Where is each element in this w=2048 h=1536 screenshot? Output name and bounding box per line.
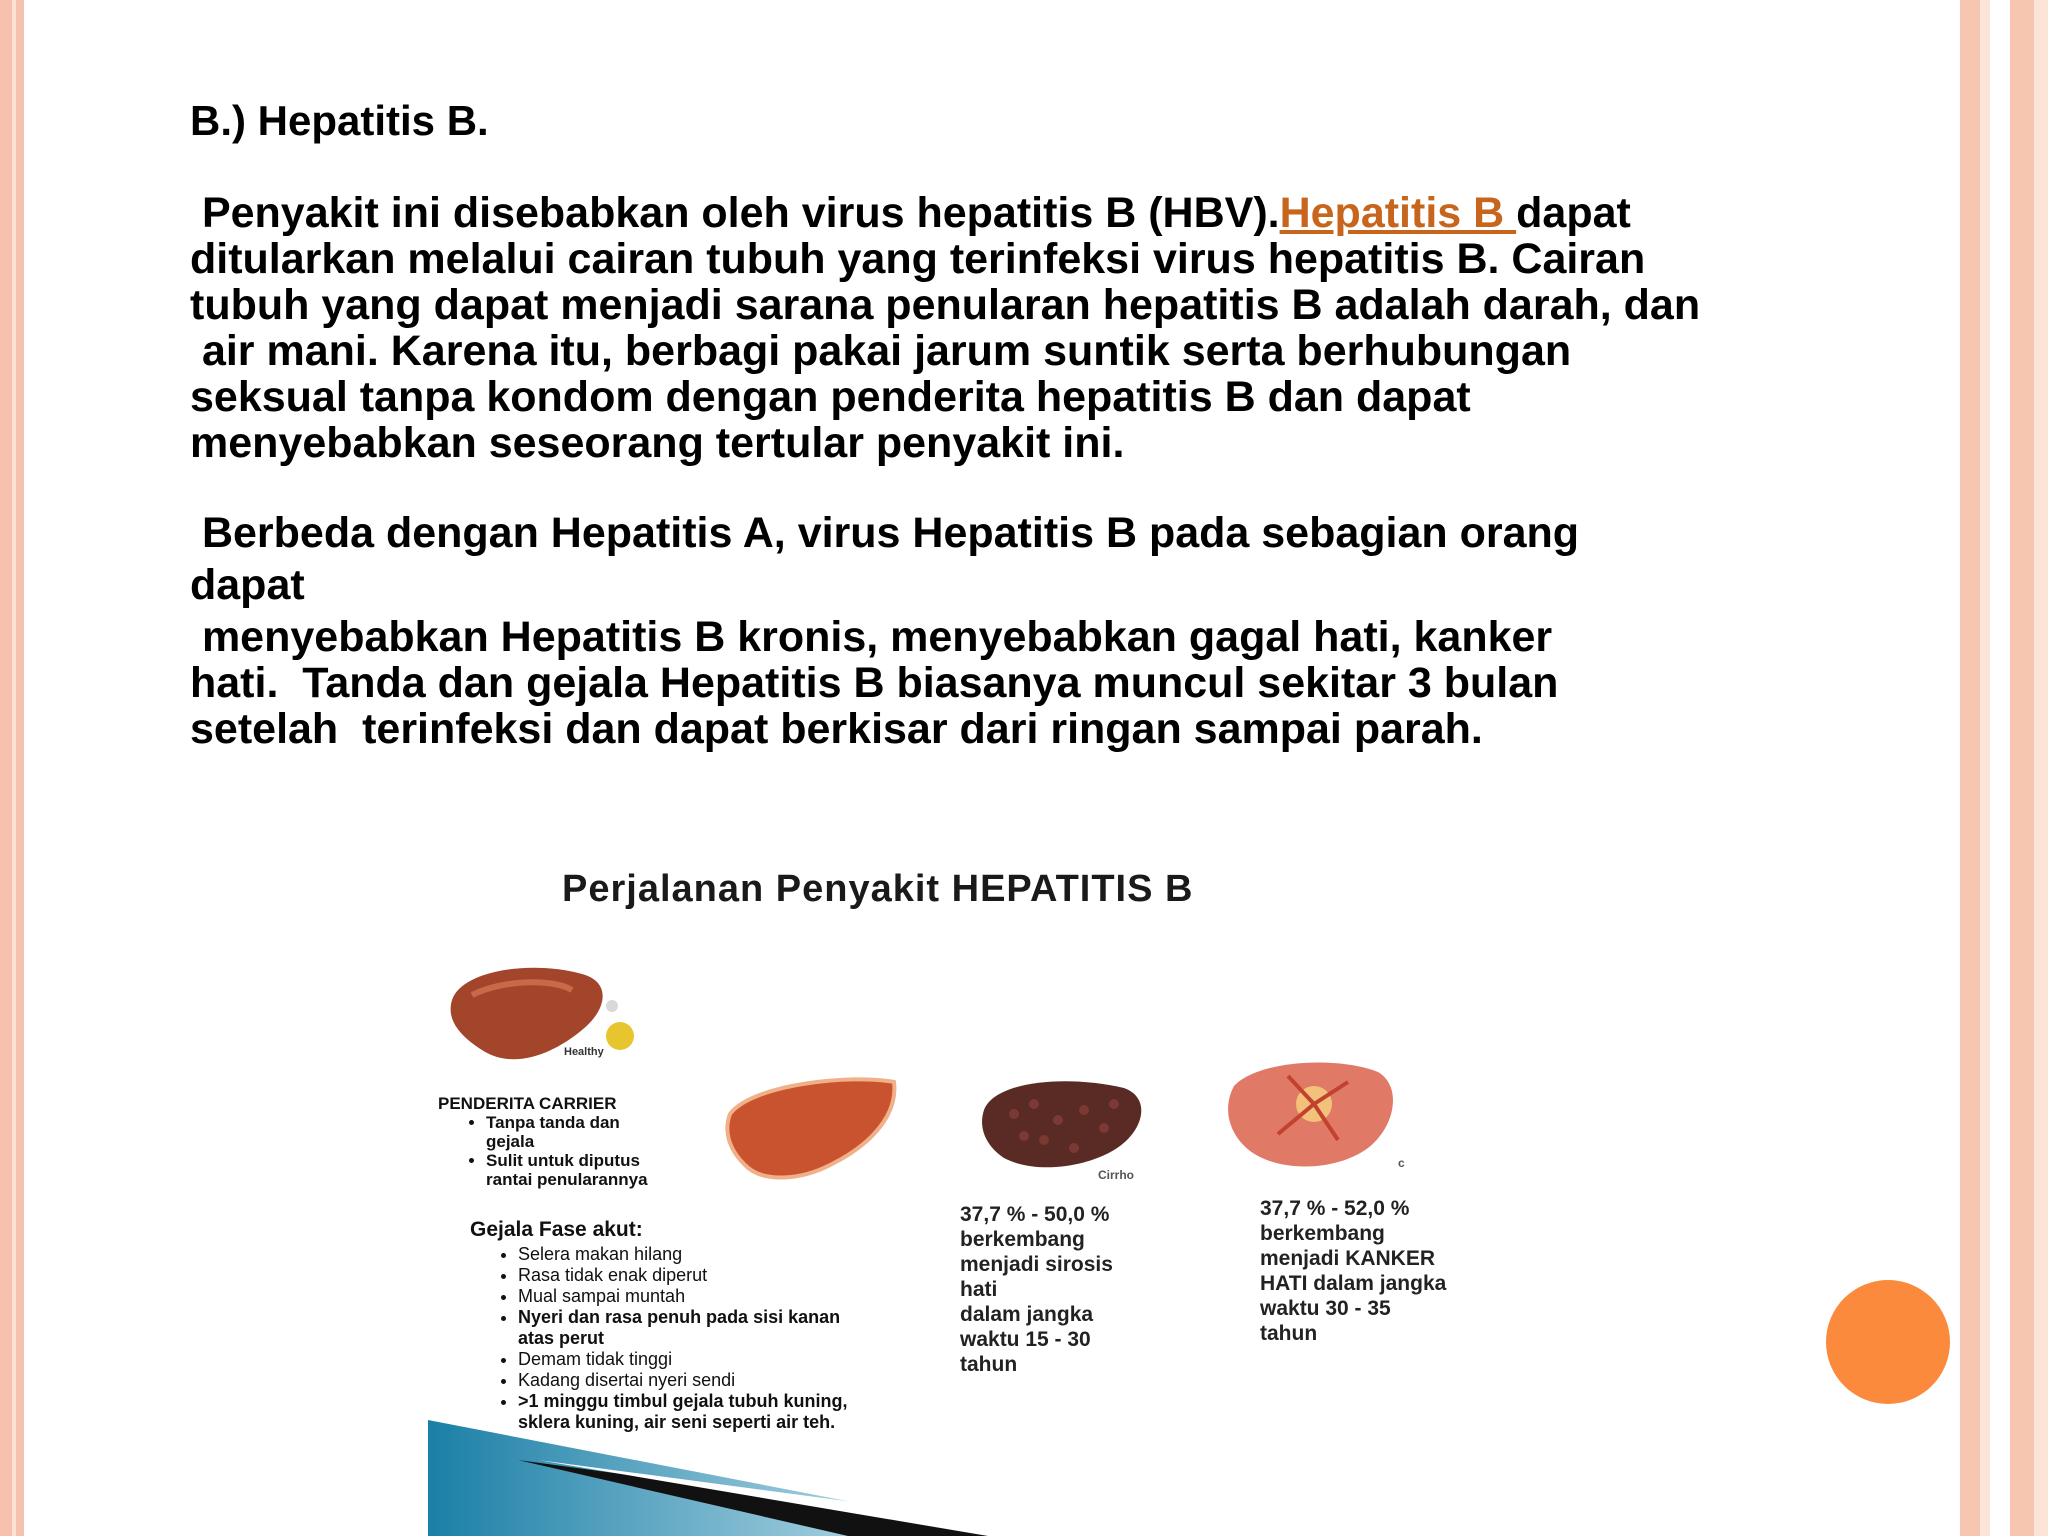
stat-line: berkembang (960, 1228, 1085, 1251)
acute-phase-list (470, 1244, 858, 1433)
text-segment: dapat (1516, 189, 1631, 237)
text-line: dapat (190, 561, 305, 609)
stat-line: HATI dalam jangka (1260, 1272, 1447, 1295)
stat-line: menjadi KANKER (1260, 1247, 1436, 1270)
decorative-wedge (428, 1420, 1108, 1536)
text-line: setelah terinfeksi dan dapat berkisar dari ringan sampai parah. (190, 705, 1483, 753)
cancer-label: c (1398, 1156, 1405, 1170)
healthy-label: Healthy (564, 1046, 604, 1058)
text-line (190, 190, 1910, 236)
stat-line: hati (960, 1278, 998, 1301)
list-item: • Rasa tidak enak diperut (518, 1265, 858, 1286)
right-border-stripe (2034, 0, 2048, 1536)
carrier-title: PENDERITA CARRIER (438, 1094, 617, 1113)
right-border-stripe (1960, 0, 1980, 1536)
list-item: • >1 minggu timbul gejala tubuh kuning, sklera kuning, air seni seperti air teh. (518, 1391, 858, 1433)
list-item: • Selera makan hilang (518, 1244, 858, 1265)
stat-line: waktu 30 - 35 (1260, 1297, 1391, 1320)
inflamed-liver-image (722, 1074, 902, 1194)
stat-line: 37,7 % - 52,0 % (1260, 1197, 1410, 1220)
left-border (0, 0, 24, 1536)
carrier-list (438, 1113, 666, 1189)
right-border-stripe (1980, 0, 1990, 1536)
text-line: ditularkan melalui cairan tubuh yang terinfeksi virus hepatitis B. Cairan (190, 235, 1646, 283)
slide-content (190, 96, 1910, 752)
list-item: • Sulit untuk diputus rantai penularannya (486, 1151, 666, 1189)
text-line: hati. Tanda dan gejala Hepatitis B biasanya muncul sekitar 3 bulan (190, 659, 1559, 707)
stat-line: menjadi sirosis (960, 1253, 1113, 1276)
left-border-inner (12, 0, 16, 1536)
cirrhosis-label: Cirrho (1098, 1168, 1134, 1182)
carrier-section (438, 1094, 666, 1189)
paragraph-chronic (190, 510, 1910, 752)
list-item: • Tanpa tanda dan gejala (486, 1113, 636, 1151)
stat-line: tahun (1260, 1322, 1318, 1345)
acute-phase-title: Gejala Fase akut: (470, 1218, 643, 1241)
healthy-liver-image (442, 960, 642, 1080)
cirrhosis-stat (960, 1202, 1113, 1377)
liver-cancer-image (1218, 1056, 1408, 1176)
stat-line: waktu 15 - 30 (960, 1328, 1091, 1351)
hepatitis-b-link[interactable]: Hepatitis B (1279, 189, 1517, 237)
stat-line: 37,7 % - 50,0 % (960, 1203, 1110, 1226)
right-border-stripe (2010, 0, 2034, 1536)
stat-line: berkembang (1260, 1222, 1385, 1245)
decorative-circle (1826, 1280, 1950, 1404)
list-item: • Nyeri dan rasa penuh pada sisi kanan atas perut (518, 1307, 848, 1349)
text-segment: Penyakit ini disebabkan oleh virus hepatitis B (HBV). (190, 189, 1280, 237)
text-line: tubuh yang dapat menjadi sarana penularan hepatitis B adalah darah, dan (190, 281, 1701, 329)
text-line: Berbeda dengan Hepatitis A, virus Hepatitis B pada sebagian orang (190, 509, 1580, 557)
list-item: • Mual sampai muntah (518, 1286, 858, 1307)
slide-heading: B.) Hepatitis B. (190, 97, 489, 144)
stat-line: dalam jangka (960, 1303, 1094, 1326)
acute-phase-section (470, 1218, 858, 1433)
stat-line: tahun (960, 1353, 1018, 1376)
right-border-stripe (1990, 0, 2010, 1536)
text-line: air mani. Karena itu, berbagi pakai jarum suntik serta berhubungan (190, 327, 1572, 375)
cancer-stat (1260, 1196, 1446, 1346)
paragraph-transmission (190, 190, 1910, 466)
text-line: menyebabkan Hepatitis B kronis, menyebabkan gagal hati, kanker (190, 613, 1553, 661)
list-item: • Kadang disertai nyeri sendi (518, 1370, 858, 1391)
hepatitis-b-infographic (428, 860, 1508, 1536)
infographic-title: Perjalanan Penyakit HEPATITIS B (562, 868, 1194, 910)
text-line: menyebabkan seseorang tertular penyakit ini. (190, 419, 1125, 467)
right-border (1960, 0, 2048, 1536)
text-line: seksual tanpa kondom dengan penderita hepatitis B dan dapat (190, 373, 1471, 421)
list-item: • Demam tidak tinggi (518, 1349, 858, 1370)
